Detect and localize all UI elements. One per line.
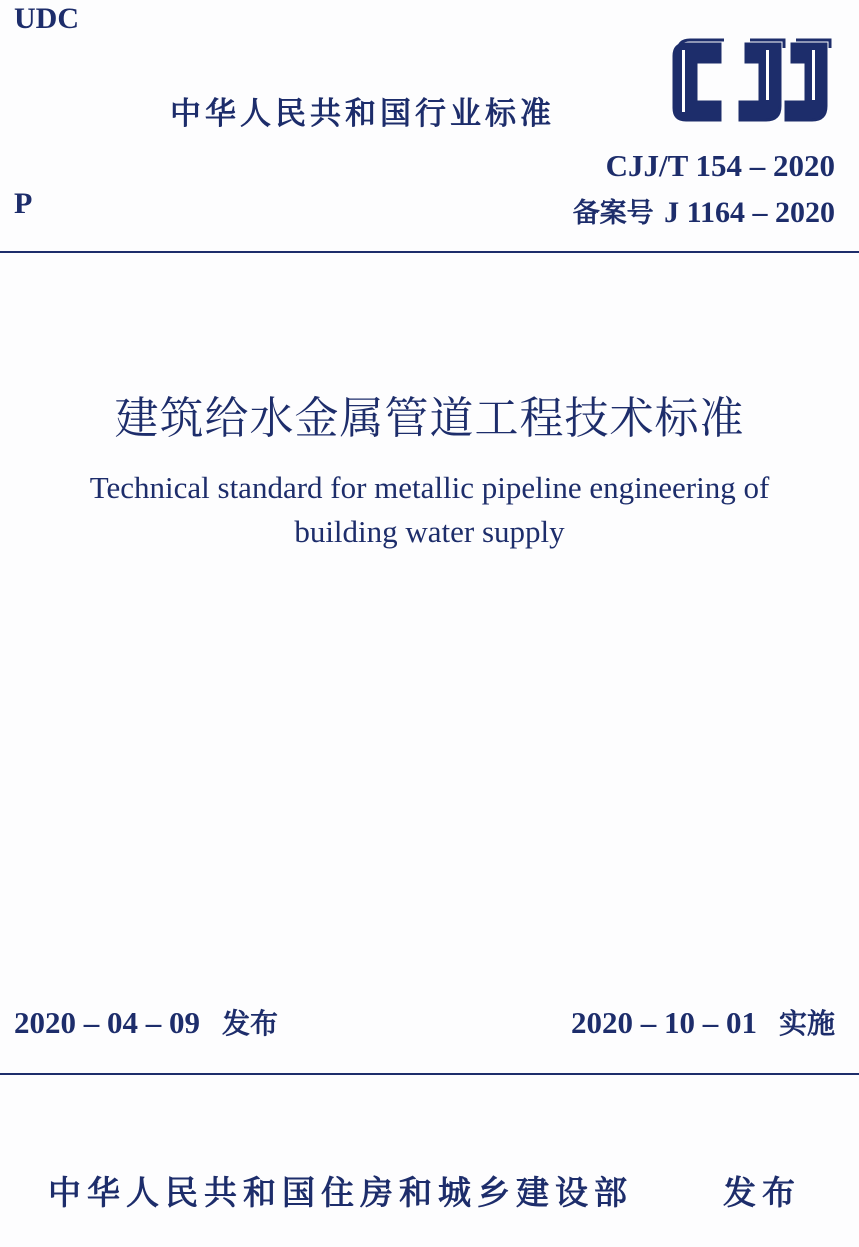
issue-date-block: [14, 1002, 278, 1042]
classification-mark: P: [14, 187, 33, 220]
bottom-divider: [0, 1073, 859, 1075]
cjj-logo: [668, 36, 838, 128]
standard-category: 中华人民共和国行业标准: [170, 96, 555, 132]
title-english-line-1: Technical standard for metallic pipeline engineering of: [89, 470, 770, 505]
record-number: [573, 191, 835, 230]
publisher: 中华人民共和国住房和城乡建设部: [48, 1173, 633, 1212]
issue-date: 2020 – 04 – 09: [14, 1005, 200, 1040]
record-value: J 1164 – 2020: [664, 196, 835, 229]
publish-label: 发布: [723, 1173, 801, 1212]
standard-code: CJJ/T 154 – 2020: [605, 148, 835, 183]
title-chinese: 建筑给水金属管道工程技术标准: [114, 393, 745, 444]
implementation-label: 实施: [778, 1007, 835, 1040]
title-english: [0, 466, 859, 554]
udc-label: UDC: [14, 2, 79, 35]
title-english-line-2: building water supply: [294, 514, 565, 549]
implementation-date: 2020 – 10 – 01: [570, 1005, 757, 1040]
issue-label: 发布: [222, 1007, 279, 1040]
record-label: 备案号: [572, 198, 654, 229]
implementation-date-block: [571, 1002, 835, 1042]
top-divider: [0, 251, 859, 253]
